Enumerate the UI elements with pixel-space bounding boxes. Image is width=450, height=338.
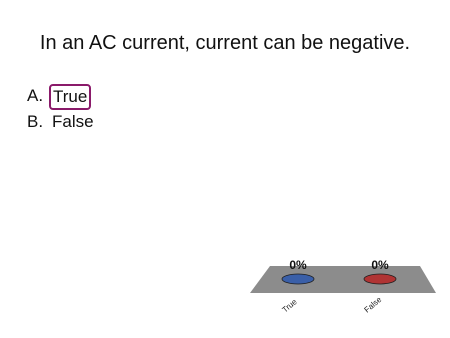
bar-true-top: [282, 274, 314, 284]
answer-letter: B.: [27, 112, 44, 131]
bar-false-top: [364, 274, 396, 284]
category-label-true: True: [280, 297, 299, 315]
answer-letter: A.: [27, 86, 44, 105]
value-label-false: 0%: [371, 258, 389, 272]
value-label-true: 0%: [289, 258, 307, 272]
question-title: In an AC current, current can be negative.: [39, 32, 411, 54]
chart-platform: [250, 266, 436, 293]
answer-text: True: [49, 84, 91, 110]
category-label-false: False: [362, 295, 384, 315]
answer-text: False: [52, 112, 94, 131]
